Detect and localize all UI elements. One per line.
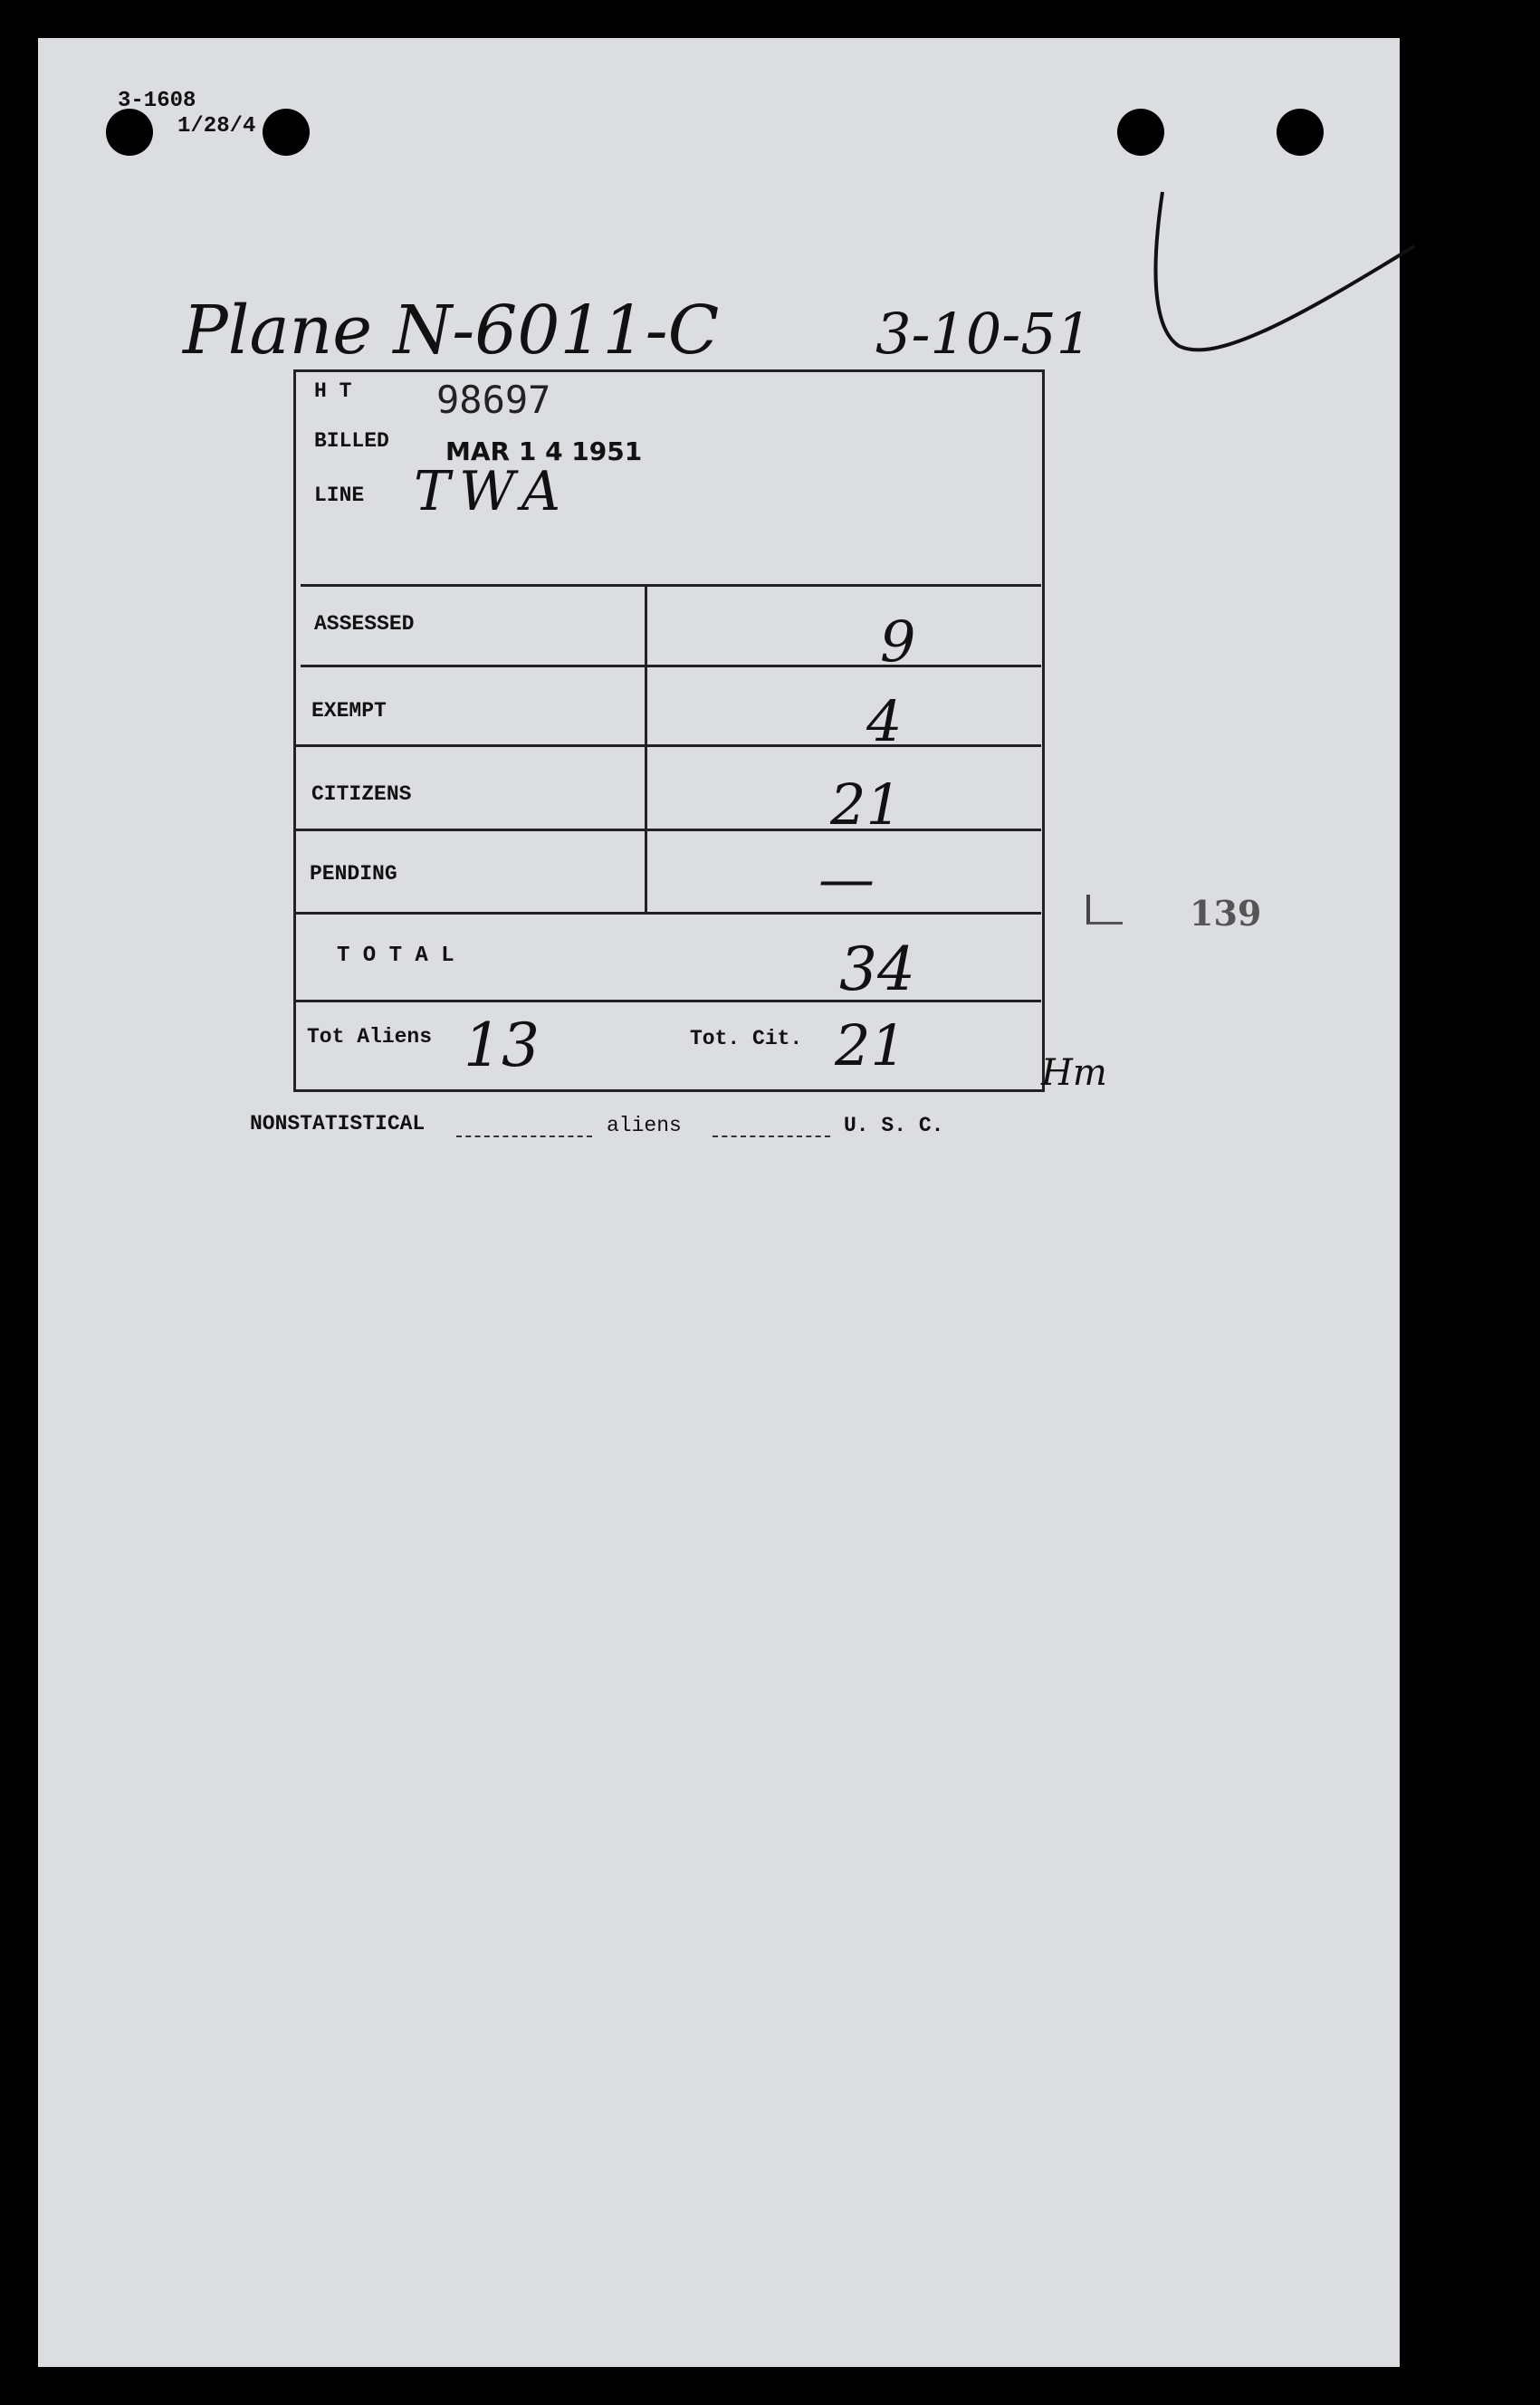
plane-number-handwritten: Plane N-6011-C [183, 292, 720, 369]
tot-aliens-value: 13 [464, 1011, 540, 1080]
document-page [38, 38, 1400, 2367]
billed-stamp: MAR 1 4 1951 [445, 436, 643, 466]
tot-aliens-label: Tot Aliens [307, 1025, 433, 1049]
ht-number: 98697 [436, 378, 551, 422]
total-value: 34 [839, 934, 915, 1004]
divider [296, 1000, 1041, 1002]
line-value-handwritten: TWA [414, 460, 570, 523]
pending-label: PENDING [310, 862, 397, 886]
usc-label: U. S. C. [844, 1114, 944, 1137]
punch-hole-right-2 [1277, 109, 1324, 156]
exempt-label: EXEMPT [311, 699, 387, 723]
nonstatistical-label: NONSTATISTICAL [250, 1112, 426, 1135]
punch-hole-left-1 [106, 109, 153, 156]
aliens-label: aliens [607, 1114, 682, 1137]
column-divider [645, 584, 647, 913]
line-label: LINE [314, 484, 365, 507]
citizens-value: 21 [830, 771, 902, 838]
divider [296, 912, 1041, 915]
checkmark-icon [1115, 156, 1423, 391]
assessed-label: ASSESSED [314, 612, 415, 636]
form-number: 3-1608 [118, 89, 196, 113]
punch-hole-left-2 [263, 109, 310, 156]
initials-handwritten: Hm [1041, 1052, 1107, 1094]
divider [296, 744, 1041, 747]
pending-value: — [818, 846, 875, 912]
divider [301, 584, 1041, 587]
assessed-value: 9 [880, 608, 916, 675]
billed-label: BILLED [314, 429, 389, 453]
exempt-value: 4 [866, 688, 903, 754]
form-revision: 1/28/4 [177, 114, 256, 139]
date-handwritten: 3-10-51 [875, 301, 1093, 367]
punch-hole-right-1 [1117, 109, 1164, 156]
manifest-box [293, 369, 1045, 1092]
total-label: T O T A L [337, 944, 454, 968]
tot-cit-label: Tot. Cit. [690, 1027, 803, 1050]
nonstatistical-blank [456, 1135, 592, 1137]
divider [301, 665, 1041, 667]
aliens-blank [713, 1135, 830, 1137]
side-stamp-mark [1086, 895, 1123, 925]
divider [296, 829, 1041, 831]
tot-cit-value: 21 [835, 1012, 906, 1078]
ht-label: H T [314, 379, 352, 403]
side-stamp-number: 139 [1190, 893, 1262, 934]
citizens-label: CITIZENS [311, 782, 412, 806]
